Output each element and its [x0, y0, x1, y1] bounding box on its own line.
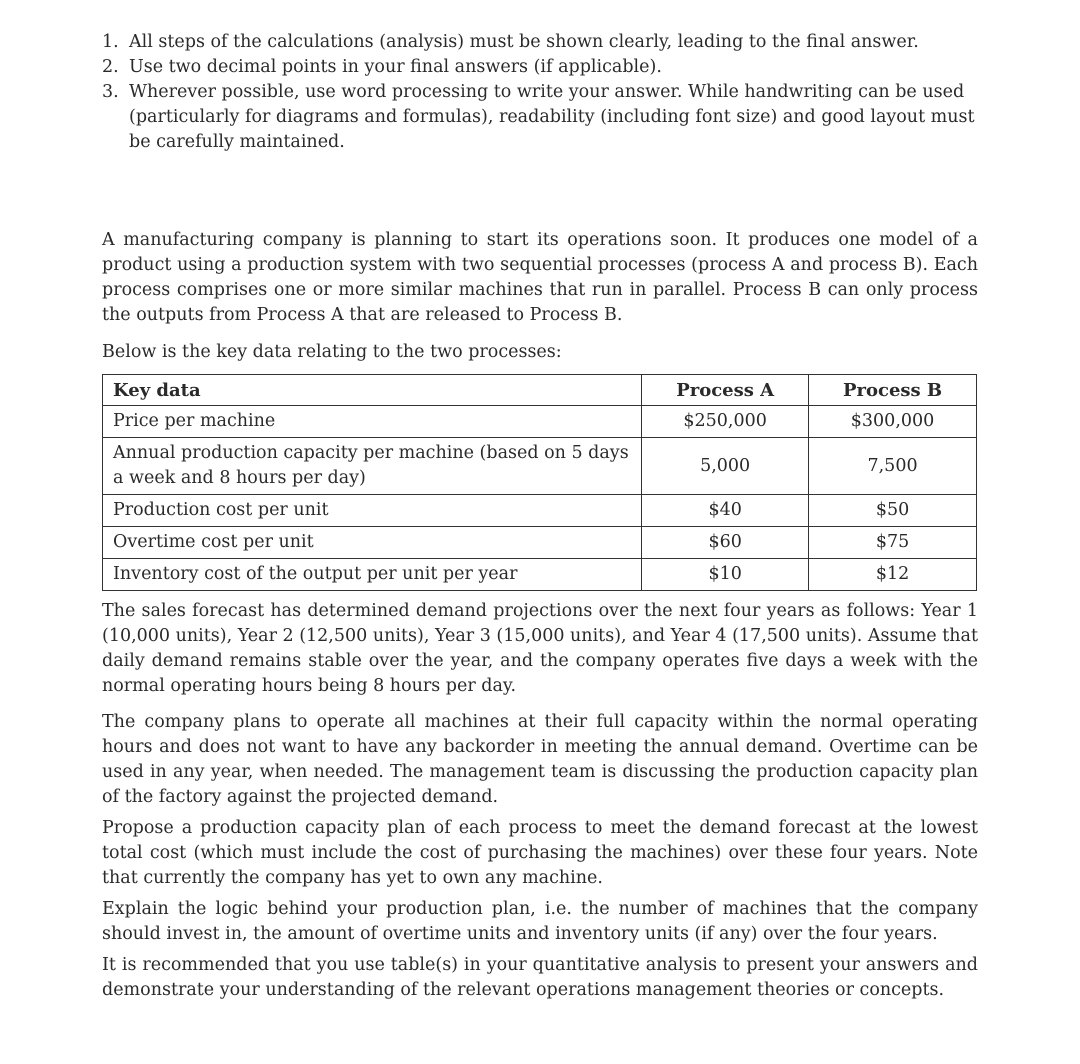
process-a-value: $250,000 — [642, 406, 809, 438]
process-a-value: $10 — [642, 559, 809, 591]
plan-paragraph: The company plans to operate all machines at their full capacity within the normal operating hours and does not want to have any backorder in meeting the annual demand. Overtime can be used in any year, when needed. The management team is discussing the production capacity plan of the factory against the projected demand. — [102, 712, 978, 807]
instruction-item — [102, 30, 992, 55]
header-key-data: Key data — [103, 375, 642, 406]
table-row — [103, 495, 977, 527]
process-b-value: $300,000 — [809, 406, 977, 438]
process-b-value: $75 — [809, 527, 977, 559]
row-label: Overtime cost per unit — [103, 527, 642, 559]
instruction-text: Wherever possible, use word processing to write your answer. While handwriting can be used (particularly for diagrams and formulas), readability (including font size) and good layout must be carefully maintained. — [129, 82, 975, 152]
instruction-text: All steps of the calculations (analysis) must be shown clearly, leading to the final answer. — [129, 32, 919, 52]
table-row — [103, 438, 977, 495]
row-label: Annual production capacity per machine (based on 5 days a week and 8 hours per day) — [103, 438, 642, 495]
process-a-value: 5,000 — [642, 438, 809, 495]
instruction-number: 2. — [102, 57, 119, 77]
process-b-value: $50 — [809, 495, 977, 527]
table-row — [103, 527, 977, 559]
key-data-table — [102, 374, 977, 591]
row-label: Production cost per unit — [103, 495, 642, 527]
process-b-value: $12 — [809, 559, 977, 591]
explain-paragraph: Explain the logic behind your production plan, i.e. the number of machines that the company should invest in, the amount of overtime units and inventory units (if any) over the four years. — [102, 899, 978, 944]
forecast-paragraph: The sales forecast has determined demand projections over the next four years as follows: Year 1 (10,000 units), Year 2 (12,500 units), Year 3 (15,000 units), and Year 4 (17,500 units). Assume that daily demand remains stable over the year, and the company operates five days a week with the normal operating hours being 8 hours per day. — [102, 601, 978, 696]
process-a-value: $40 — [642, 495, 809, 527]
instruction-item — [102, 80, 992, 155]
intro-paragraph: A manufacturing company is planning to start its operations soon. It produces one model of a product using a production system with two sequential processes (process A and process B). Each process comprises one or more similar machines that run in parallel. Process B can only process the outputs from Process A that are released to Process B. — [102, 230, 978, 325]
process-b-value: 7,500 — [809, 438, 977, 495]
header-process-a: Process A — [642, 375, 809, 406]
process-a-value: $60 — [642, 527, 809, 559]
instructions-list — [102, 30, 992, 155]
propose-paragraph: Propose a production capacity plan of each process to meet the demand forecast at the lowest total cost (which must include the cost of purchasing the machines) over these four years. Note that currently the company has yet to own any machine. — [102, 818, 978, 888]
instruction-number: 1. — [102, 32, 119, 52]
row-label: Price per machine — [103, 406, 642, 438]
header-process-b: Process B — [809, 375, 977, 406]
table-intro-paragraph: Below is the key data relating to the two processes: — [102, 342, 562, 362]
instruction-number: 3. — [102, 82, 119, 102]
row-label: Inventory cost of the output per unit per year — [103, 559, 642, 591]
table-row — [103, 406, 977, 438]
table-row — [103, 559, 977, 591]
table-header-row — [103, 375, 977, 406]
instruction-text: Use two decimal points in your final answers (if applicable). — [129, 57, 662, 77]
instruction-item — [102, 55, 992, 80]
recommend-paragraph: It is recommended that you use table(s) in your quantitative analysis to present your answers and demonstrate your understanding of the relevant operations management theories or concepts. — [102, 955, 978, 1000]
